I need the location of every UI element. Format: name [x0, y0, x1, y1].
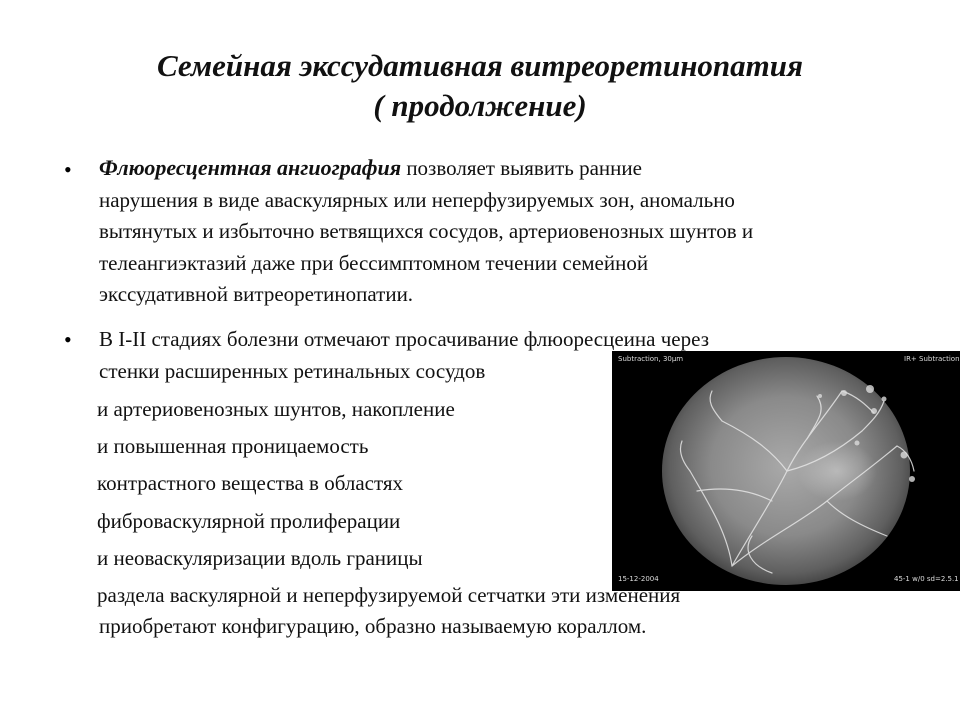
bullet-marker-2: •: [64, 327, 72, 352]
title-line-2: ( продолжение): [373, 88, 587, 123]
bullet-2-line-9: приобретают конфигурацию, образно называемую кораллом.: [99, 614, 647, 638]
bullet-2-line-5: контрастного вещества в областях: [97, 471, 404, 495]
bullet-2-line-1: В I-II стадиях болезни отмечают просачивание флюоресцеина через: [99, 327, 709, 351]
slide-title: [0, 46, 960, 126]
bullet-2-line-8: раздела васкулярной и неперфузируемой сетчатки эти изменения: [97, 583, 681, 607]
bullet-2-line-7: и неоваскуляризации вдоль границы: [97, 546, 423, 570]
bullet-2-line-2: стенки расширенных ретинальных сосудов: [99, 359, 486, 383]
bullet-1-line-4: телеангиэктазий даже при бессимптомном течении семейной: [99, 250, 649, 275]
bullet-marker-1: •: [64, 157, 72, 182]
bullet-1-line-3: вытянутых и избыточно ветвящихся сосудов, артериовенозных шунтов и: [99, 219, 754, 243]
image-caption-bottom-right: 45-1 w/0 sd=2.5.1: [894, 575, 959, 583]
image-caption-top-right: IR+ Subtraction: [904, 355, 960, 363]
bullet-1-emphasis: Флюоресцентная ангиография: [99, 155, 402, 180]
bullet-1-line-1: позволяет выявить ранние: [401, 156, 642, 180]
bullet-1-text: [99, 152, 949, 311]
bullet-2-line-3: и артериовенозных шунтов, накопление: [97, 397, 455, 421]
retina-fundus-image: [612, 351, 960, 591]
bullet-1-line-2: нарушения в виде аваскулярных или неперфузируемых зон, аномально: [99, 187, 735, 212]
image-caption-top-left: Subtraction, 30µm: [618, 355, 684, 363]
bullet-2-line-4: и повышенная проницаемость: [97, 434, 369, 458]
image-caption-bottom-left: 15-12-2004: [618, 575, 659, 583]
title-line-1: Семейная экссудативная витреоретинопатия: [157, 48, 803, 83]
bullet-1-line-5: экссудативной витреоретинопатии.: [99, 282, 414, 306]
fluorescein-angiography-image: [612, 351, 960, 591]
bullet-2-line-6: фиброваскулярной пролиферации: [97, 509, 401, 533]
